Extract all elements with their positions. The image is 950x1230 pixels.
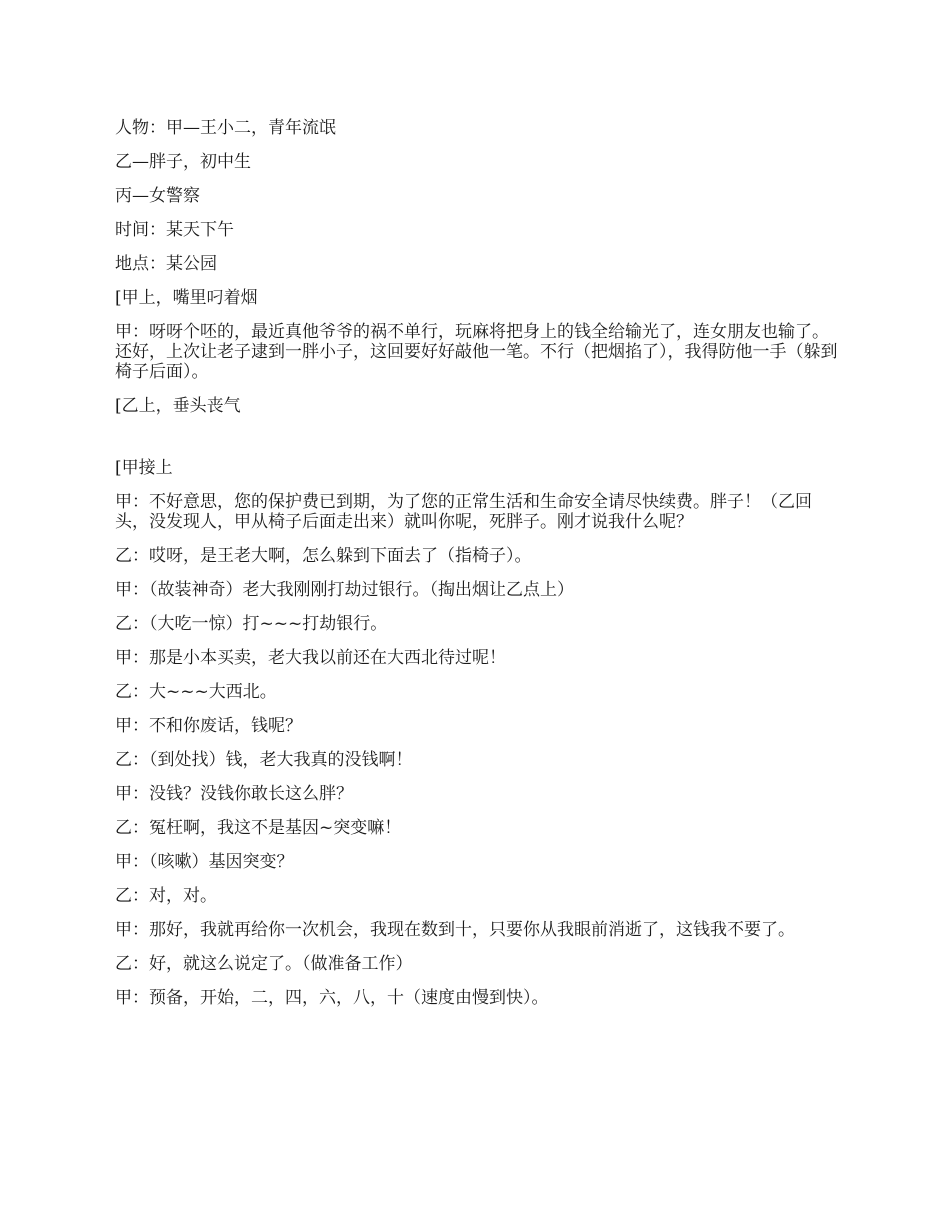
- dialogue-line: 乙：好，就这么说定了。（做准备工作）: [115, 954, 413, 974]
- dialogue-line: 乙：大~~~大西北。: [115, 682, 277, 702]
- dialogue-line: 乙：哎呀，是王老大啊，怎么躲到下面去了（指椅子）。: [115, 546, 532, 566]
- dialogue-line: 甲：没钱？没钱你敢长这么胖？: [115, 784, 353, 804]
- dialogue-line: 甲：那是小本买卖，老大我以前还在大西北待过呢！: [115, 648, 506, 668]
- dialogue-line: 乙：（到处找）钱，老大我真的没钱啊！: [115, 750, 413, 770]
- cast-line-jia: 人物：甲—王小二，青年流氓: [115, 118, 336, 138]
- dialogue-line: 乙：（大吃一惊）打~~~打劫银行。: [115, 614, 388, 634]
- dialogue-line: 乙：对，对。: [115, 886, 217, 906]
- script-body: [115, 118, 845, 1022]
- stage-direction: [甲接上: [115, 458, 173, 478]
- time-line: 时间：某天下午: [115, 220, 234, 240]
- dialogue-line: 乙：冤枉啊，我这不是基因~突变嘛！: [115, 818, 402, 838]
- cast-line-yi: 乙—胖子，初中生: [115, 152, 251, 172]
- dialogue-line: 甲：不好意思，您的保护费已到期，为了您的正常生活和生命安全请尽快续费。胖子！（乙回头，没发现人，甲从椅子后面走出来）就叫你呢，死胖子。刚才说我什么呢？: [115, 492, 812, 532]
- dialogue-line: 甲：不和你废话，钱呢？: [115, 716, 302, 736]
- cast-line-bing: 丙—女警察: [115, 186, 200, 206]
- dialogue-line: 甲：呀呀个呸的，最近真他爷爷的祸不单行，玩麻将把身上的钱全给输光了，连女朋友也输了。还好，上次让老子逮到一胖小子，这回要好好敲他一笔。不行（把烟掐了），我得防他一手（躲到椅子后面）。: [115, 322, 838, 382]
- dialogue-line: 甲：（故装神奇）老大我刚刚打劫过银行。（掏出烟让乙点上）: [115, 580, 574, 600]
- stage-direction: [甲上，嘴里叼着烟: [115, 288, 258, 308]
- dialogue-line: 甲：预备，开始，二，四，六，八，十（速度由慢到快）。: [115, 988, 549, 1008]
- dialogue-line: 甲：那好，我就再给你一次机会，我现在数到十，只要你从我眼前消逝了，这钱我不要了。: [115, 920, 795, 940]
- stage-direction: [乙上，垂头丧气: [115, 396, 241, 416]
- section-gap: [115, 430, 845, 458]
- place-line: 地点：某公园: [115, 254, 217, 274]
- dialogue-line: 甲：（咳嗽）基因突变？: [115, 852, 294, 872]
